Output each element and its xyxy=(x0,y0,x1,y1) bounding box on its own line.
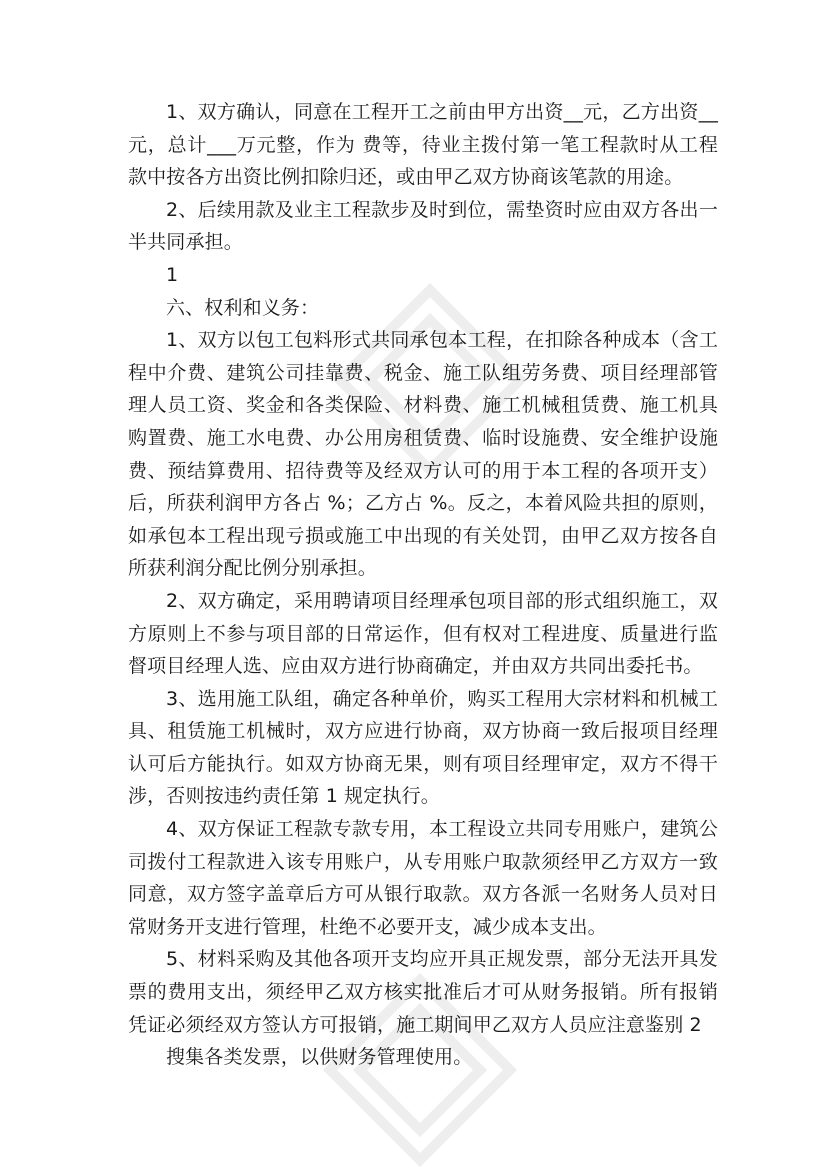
paragraph-3: 1、双方以包工包料形式共同承包本工程，在扣除各种成本（含工程中介费、建筑公司挂靠费、税金、施工队组劳务费、项目经理部管理人员工资、奖金和各类保险、材料费、施工机械租赁费、施工机具购置费、施工水电费、办公用房租赁费、临时设施费、安全维护设施费、预结算费用、招待费等及经双方认可的用于本工程的各项开支）后，所获利润甲方各占 %；乙方占 %。反之，本着风险共担的原则，如承包本工程出现亏损或施工中出现的有关处罚，由甲乙双方按各自所获利润分配比例分别承担。 xyxy=(128,329,718,580)
paragraph-6: 4、双方保证工程款专款专用，本工程设立共同专用账户，建筑公司拨付工程款进入该专用账户，从专用账户取款须经甲乙方双方一致同意，双方签字盖章后方可从银行取款。双方各派一名财务人员对日常财务开支进行管理，杜绝不必要开支，减少成本支出。 xyxy=(128,818,718,938)
paragraph-8: 搜集各类发票，以供财务管理使用。 xyxy=(166,1046,473,1069)
paragraph-7: 5、材料采购及其他各项开支均应开具正规发票，部分无法开具发票的费用支出，须经甲乙双方核实批准后才可从财务报销。所有报销凭证必须经双方签认方可报销，施工期间甲乙双方人员应注意鉴别 2 xyxy=(128,948,718,1036)
section-heading-rights-obligations: 六、权利和义务： xyxy=(166,296,320,319)
page-number-1: 1 xyxy=(166,263,179,286)
paragraph-4: 2、双方确定，采用聘请项目经理承包项目部的形式组织施工，双方原则上不参与项目部的日常运作，但有权对工程进度、质量进行监督项目经理人选、应由双方进行协商确定，并由双方共同出委托书。 xyxy=(128,589,718,678)
paragraph-5: 3、选用施工队组，确定各种单价，购买工程用大宗材料和机械工具、租赁施工机械时，双方应进行协商，双方协商一致后报项目经理认可后方能执行。如双方协商无果，则有项目经理审定，双方不得干涉，否则按违约责任第 1 规定执行。 xyxy=(128,687,718,808)
document-page xyxy=(128,96,718,1074)
paragraph-2: 2、后续用款及业主工程款步及时到位，需垫资时应由双方各出一半共同承担。 xyxy=(128,198,718,254)
paragraph-1: 1、双方确认，同意在工程开工之前由甲方出资__元，乙方出资__元，总计___万元整，作为 费等，待业主拨付第一笔工程款时从工程款中按各方出资比例扣除归还，或由甲乙双方协商该笔款的用途。 xyxy=(128,101,718,189)
